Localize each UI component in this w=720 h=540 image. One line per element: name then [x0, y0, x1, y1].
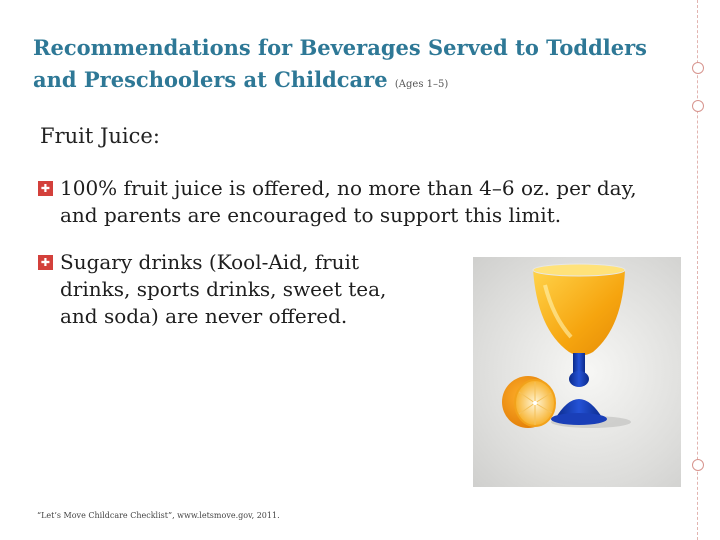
orange-juice-illustration	[473, 257, 681, 487]
rule-circle-upper	[692, 100, 704, 112]
title-text: Recommendations for Beverages Served to Toddlers and Preschoolers at Childcare	[33, 35, 647, 92]
rule-circle-bottom	[692, 459, 704, 471]
square-bullet-icon: ✚	[38, 181, 53, 196]
slide-title	[33, 32, 673, 101]
bullet-text: Sugary drinks (Kool-Aid, fruit drinks, sports drinks, sweet tea, and soda) are never offered.	[60, 250, 387, 328]
square-bullet-icon: ✚	[38, 255, 53, 270]
rule-circle-top	[692, 62, 704, 74]
citation-source: “Let’s Move Childcare Checklist”, www.letsmove.gov, 2011.	[37, 511, 280, 520]
section-heading: Fruit Juice:	[40, 124, 160, 148]
bullet-item-juice-limit	[38, 175, 678, 229]
orange-juice-photo	[473, 257, 681, 487]
title-age-range: (Ages 1–5)	[394, 79, 449, 90]
bullet-item-sugary-drinks	[38, 249, 428, 330]
bullet-text: 100% fruit juice is offered, no more than 4–6 oz. per day, and parents are encouraged to support this limit.	[60, 176, 637, 227]
